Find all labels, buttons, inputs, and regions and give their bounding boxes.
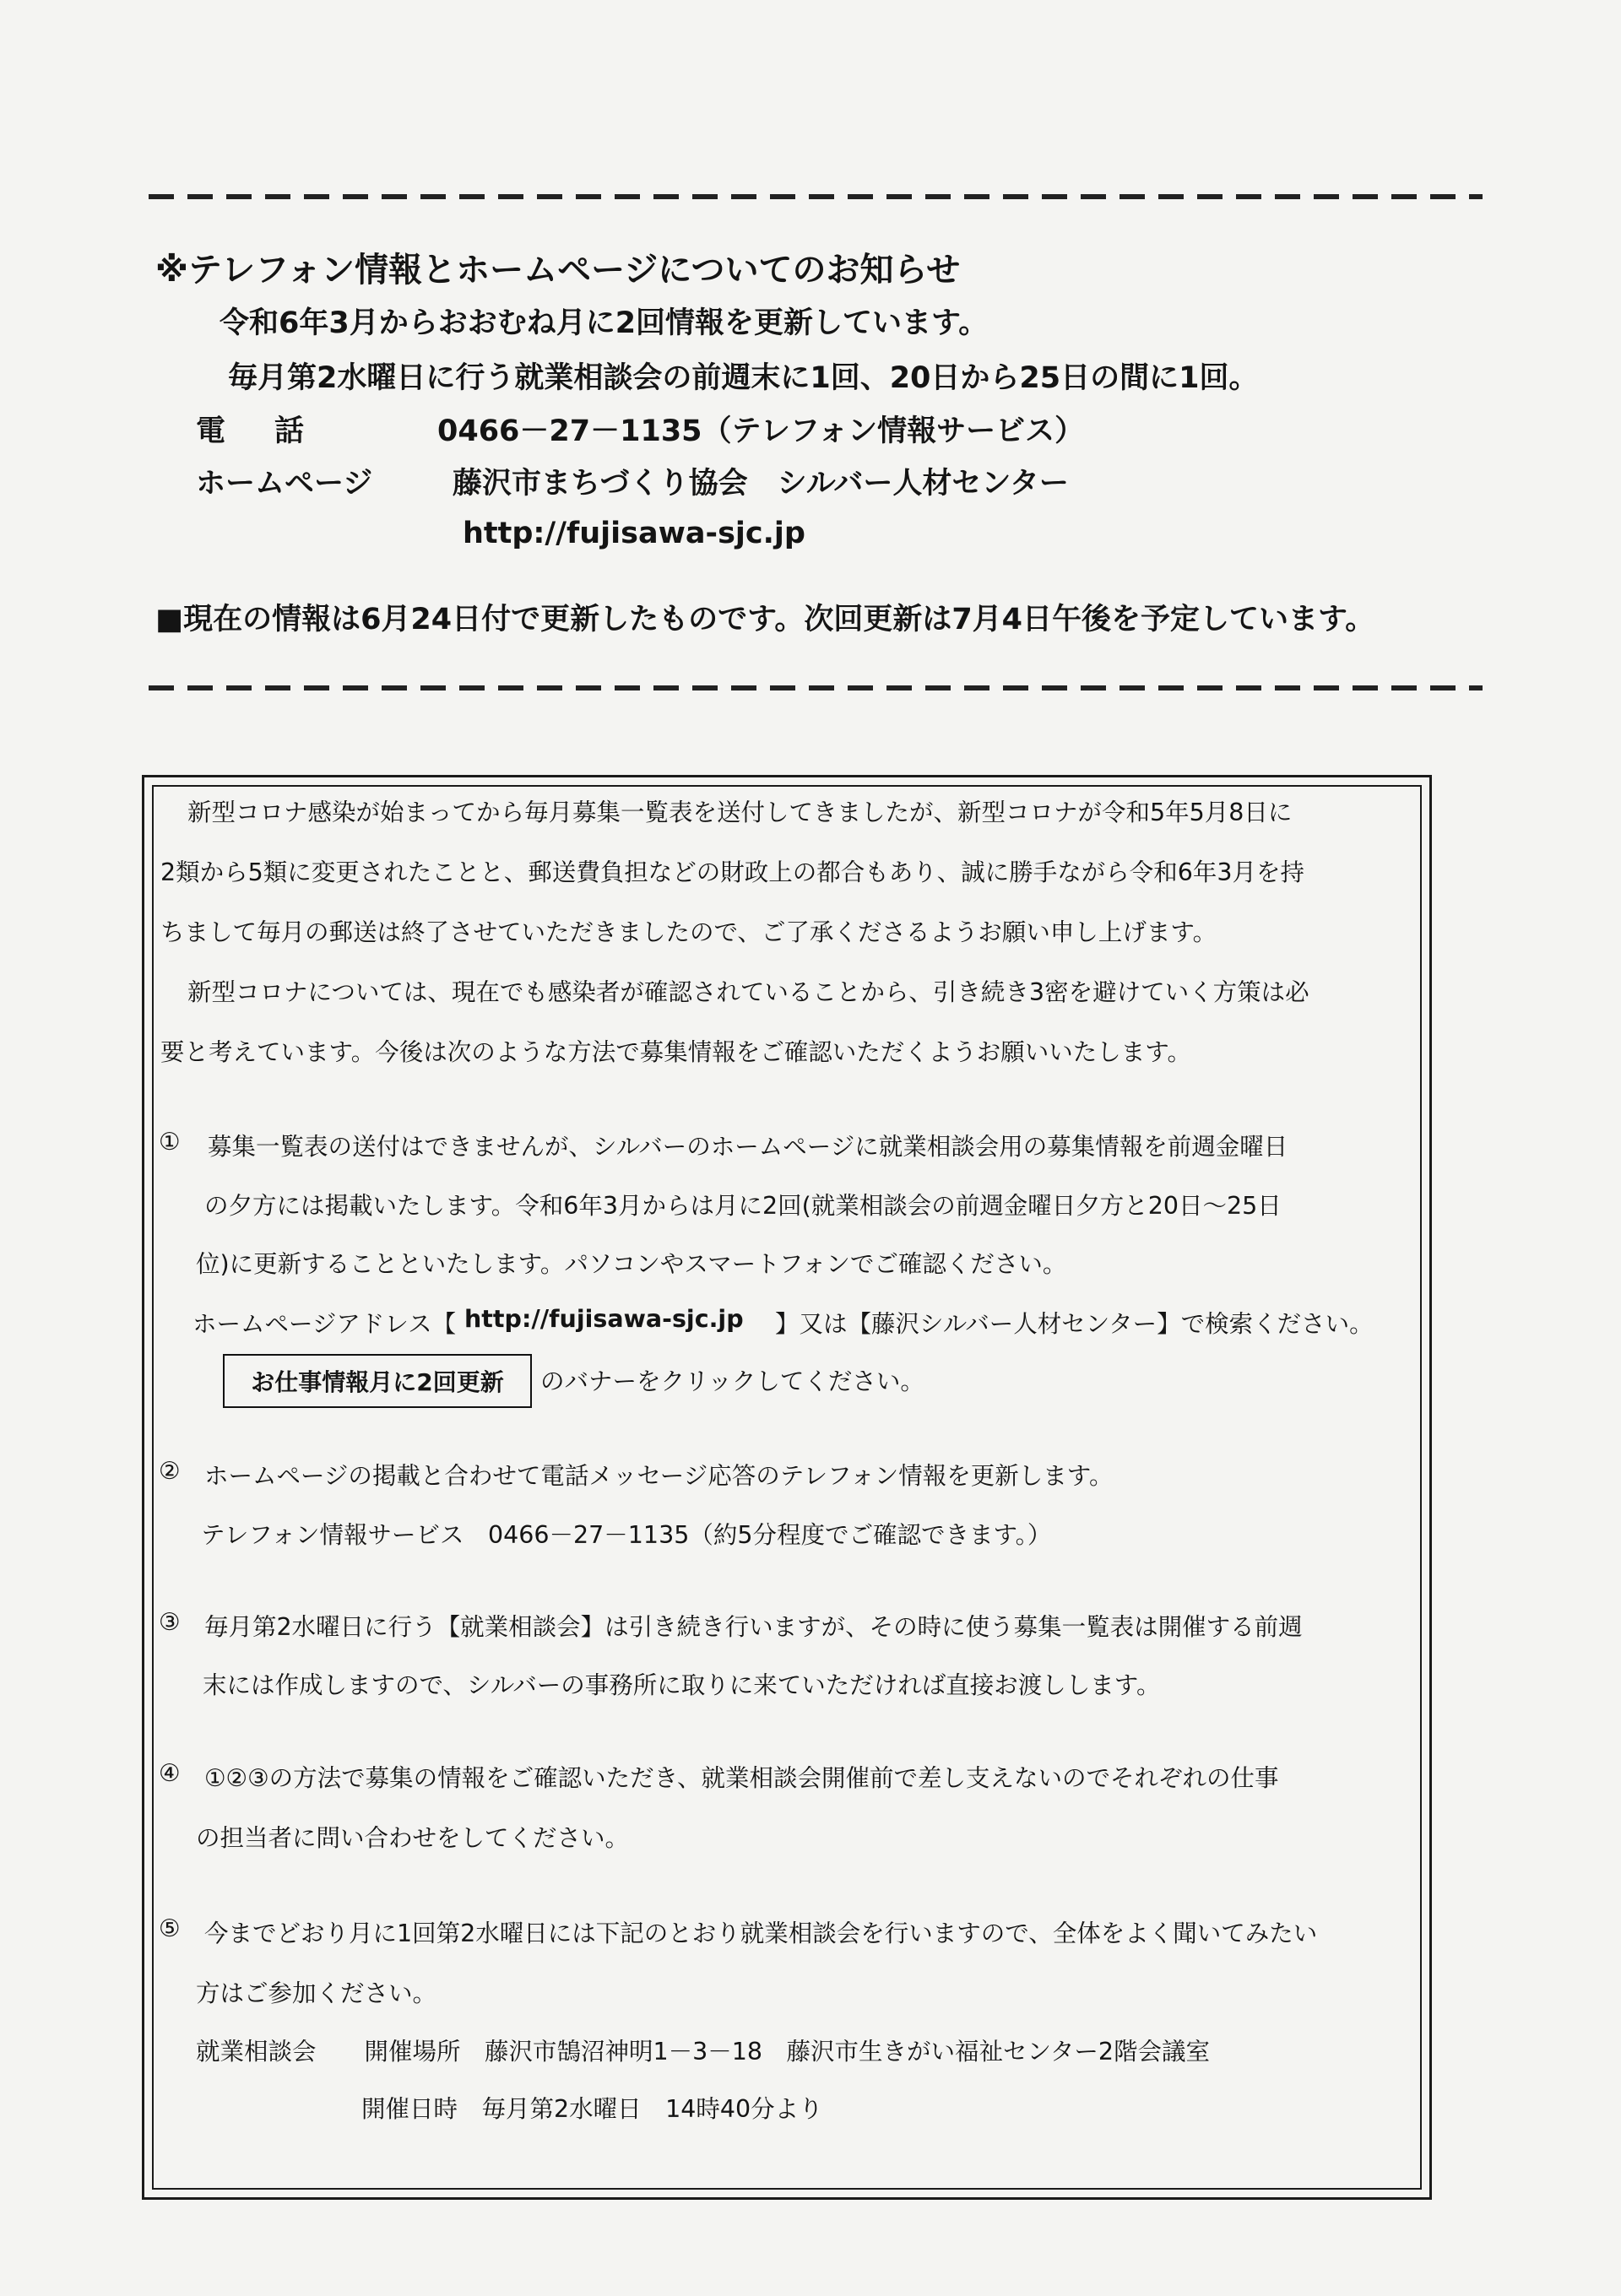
homepage-name: 藤沢市まちづくり協会 シルバー人材センター <box>453 467 1069 501</box>
item-number: ③ <box>159 1608 181 1636</box>
item3-line: 末には作成しますので、シルバーの事務所に取りに来ていただければ直接お渡しします。 <box>203 1671 1161 1699</box>
intro-line: 新型コロナ感染が始まってから毎月募集一覧表を送付してきましたが、新型コロナが令和5年5月8日に <box>187 799 1293 826</box>
item-number: ⑤ <box>159 1914 181 1942</box>
dashed-separator-bottom <box>149 685 1483 690</box>
item4-line: ①②③の方法で募集の情報をご確認いただき、就業相談会開催前で差し支えないのでそれぞれの仕事 <box>204 1764 1279 1792</box>
phone-number: 0466－27－1135（テレフォン情報サービス） <box>437 414 1085 448</box>
address-suffix: 】又は【藤沢シルバー人材センター】で検索ください。 <box>775 1310 1374 1338</box>
item1-line: 募集一覧表の送付はできませんが、シルバーのホームページに就業相談会用の募集情報を前週金曜日 <box>208 1133 1288 1161</box>
current-info-notice: ■現在の情報は6月24日付で更新したものです。次回更新は7月4日午後を予定しています。 <box>155 603 1375 636</box>
item5-line: 今までどおり月に1回第2水曜日には下記のとおり就業相談会を行いますので、全体をよく聞いてみたい <box>204 1920 1318 1947</box>
notice-update-frequency: 令和6年3月からおおむね月に2回情報を更新しています。 <box>220 306 989 340</box>
item-number: ④ <box>159 1759 181 1787</box>
item2-line: ホームページの掲載と合わせて電話メッセージ応答のテレフォン情報を更新します。 <box>204 1462 1114 1490</box>
banner-instruction: のバナーをクリックしてください。 <box>540 1367 924 1395</box>
homepage-label: ホームページ <box>196 467 373 501</box>
item5-line: 方はご参加ください。 <box>196 1979 437 2007</box>
address-prefix: ホームページアドレス【 <box>192 1310 457 1338</box>
dashed-separator-top <box>149 194 1483 199</box>
intro-line: 2類から5類に変更されたことと、郵送費負担などの財政上の都合もあり、誠に勝手ながら令和6年3月を持 <box>160 858 1305 886</box>
notice-update-schedule: 毎月第2水曜日に行う就業相談会の前週末に1回、20日から25日の間に1回。 <box>228 361 1259 395</box>
item-number: ① <box>159 1128 181 1156</box>
item1-line: 位)に更新することといたします。パソコンやスマートフォンでご確認ください。 <box>196 1250 1067 1278</box>
item2-line: テレフォン情報サービス 0466－27－1135（約5分程度でご確認できます。） <box>201 1521 1052 1549</box>
notice-title: ※テレフォン情報とホームページについてのお知らせ <box>155 251 961 290</box>
intro-line: ちまして毎月の郵送は終了させていただきましたので、ご了承くださるようお願い申し上げます。 <box>160 918 1217 946</box>
intro-line: 新型コロナについては、現在でも感染者が確認されていることから、引き続き3密を避けていく方策は必 <box>187 978 1309 1006</box>
meeting-datetime: 開催日時 毎月第2水曜日 14時40分より <box>361 2095 823 2123</box>
item1-line: の夕方には掲載いたします。令和6年3月からは月に2回(就業相談会の前週金曜日夕方と20日～25日 <box>204 1192 1282 1220</box>
address-url: http://fujisawa-sjc.jp <box>464 1305 744 1333</box>
intro-line: 要と考えています。今後は次のような方法で募集情報をご確認いただくようお願いいたします。 <box>160 1038 1191 1066</box>
meeting-location: 就業相談会 開催場所 藤沢市鵠沼神明1－3－18 藤沢市生きがい福祉センター2階会議室 <box>196 2038 1211 2066</box>
item-number: ② <box>159 1457 181 1485</box>
phone-label: 電話 <box>196 414 354 448</box>
item4-line: の担当者に問い合わせをしてください。 <box>196 1824 630 1852</box>
homepage-url: http://fujisawa-sjc.jp <box>463 517 805 550</box>
item3-line: 毎月第2水曜日に行う【就業相談会】は引き続き行いますが、その時に使う募集一覧表は開催する前週 <box>204 1613 1303 1641</box>
job-info-banner: お仕事情報月に2回更新 <box>223 1354 532 1408</box>
